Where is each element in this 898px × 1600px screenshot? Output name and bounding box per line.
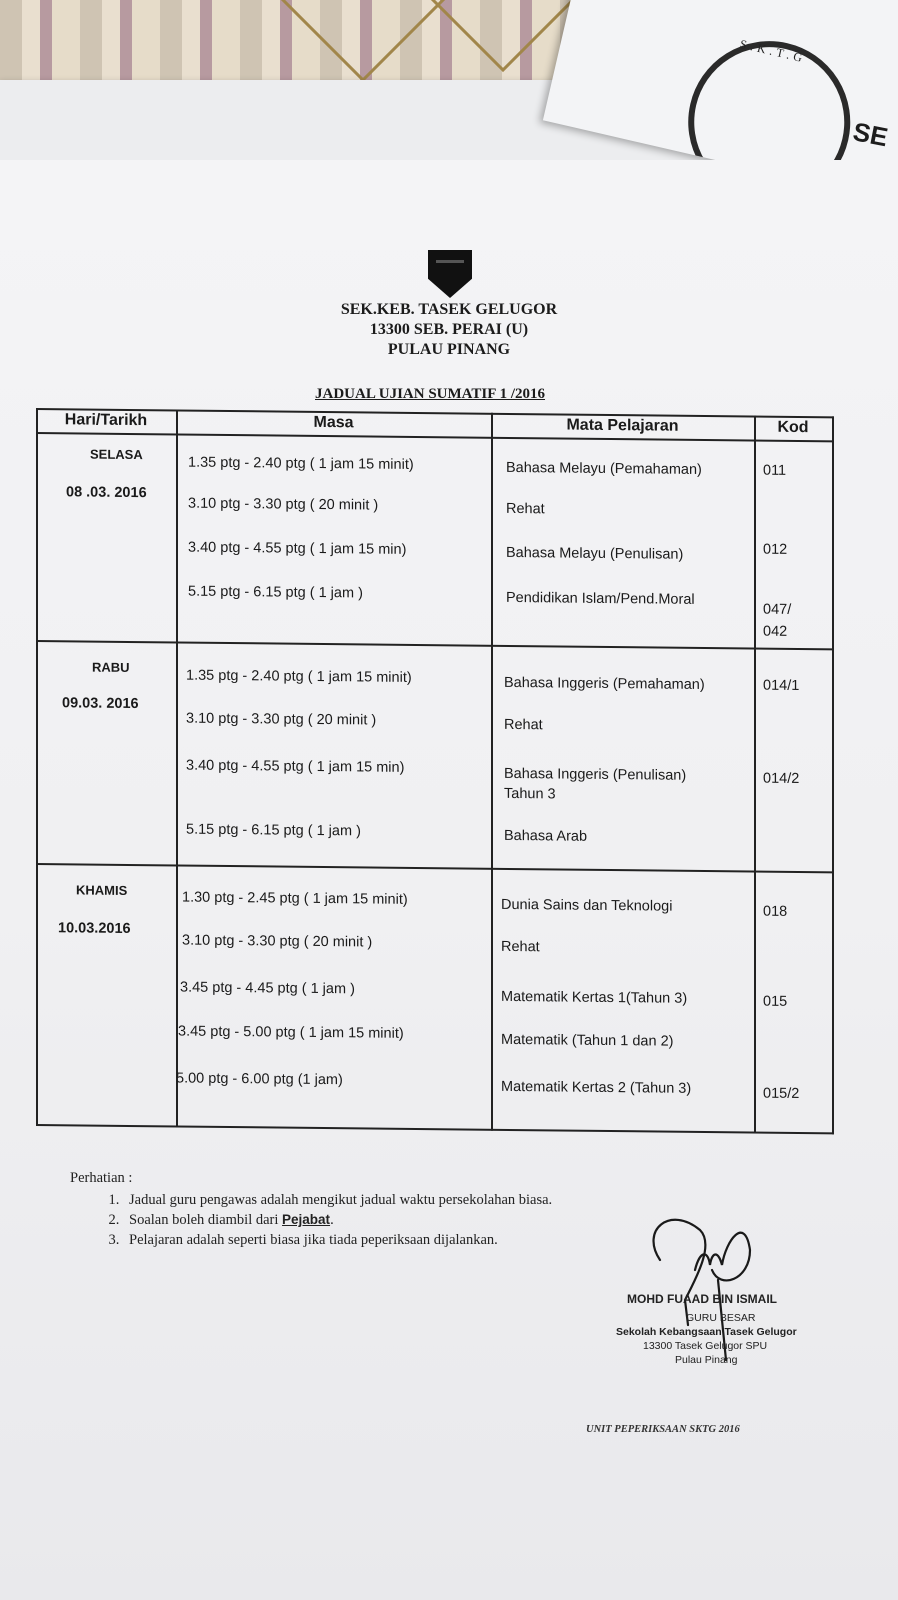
time-slot: 5.15 ptg - 6.15 ptg ( 1 jam ) — [188, 583, 363, 602]
principal-position: GURU BESAR — [686, 1312, 756, 1324]
corner-sheet-text: SE — [850, 116, 891, 153]
stamp-school: Sekolah Kebangsaan Tasek Gelugor — [616, 1326, 797, 1338]
fabric-pattern — [274, 0, 452, 82]
subject-code: 014/2 — [763, 770, 800, 787]
time-slot: 5.00 ptg - 6.00 ptg (1 jam) — [176, 1070, 343, 1089]
col-header-day: Hari/Tarikh — [64, 411, 148, 430]
note-item — [123, 1190, 552, 1210]
notes-list — [70, 1190, 552, 1250]
subject-code: 014/1 — [763, 677, 800, 694]
stamp-address: 13300 Tasek Gelugor SPU — [643, 1340, 768, 1352]
col-header-time: Masa — [313, 413, 354, 432]
subject: Pendidikan Islam/Pend.Moral — [506, 589, 695, 608]
subject-code: 012 — [763, 541, 788, 558]
subject: Rehat — [506, 500, 545, 518]
day-name: KHAMIS — [76, 882, 128, 898]
subject-code: 015 — [763, 993, 788, 1010]
school-state: PULAU PINANG — [387, 341, 511, 358]
day-date: 08 .03. 2016 — [66, 484, 147, 502]
note-item — [123, 1230, 552, 1250]
subject: Matematik (Tahun 1 dan 2) — [501, 1031, 674, 1050]
subject: Rehat — [501, 938, 540, 956]
subject-code: 047/ 042 — [763, 601, 792, 640]
school-name: SEK.KEB. TASEK GELUGOR — [340, 301, 558, 318]
subject: Matematik Kertas 1(Tahun 3) — [501, 988, 688, 1007]
stamp-state: Pulau Pinang — [675, 1354, 738, 1366]
notes-heading: Perhatian : — [70, 1170, 133, 1186]
note-text-suffix: . — [330, 1212, 334, 1228]
footer-unit: UNIT PEPERIKSAAN SKTG 2016 — [586, 1424, 740, 1435]
subject-code: 015/2 — [763, 1085, 800, 1102]
col-header-code: Kod — [777, 418, 809, 437]
subject: Rehat — [504, 716, 543, 734]
document-title: JADUAL UJIAN SUMATIF 1 /2016 — [315, 386, 546, 402]
subject-code: 018 — [763, 903, 788, 920]
day-date: 09.03. 2016 — [62, 695, 139, 713]
school-address: 13300 SEB. PERAI (U) — [369, 321, 529, 338]
time-slot: 5.15 ptg - 6.15 ptg ( 1 jam ) — [186, 821, 361, 840]
notes-section — [70, 1168, 552, 1250]
note-item — [123, 1210, 552, 1230]
time-slot: 3.10 ptg - 3.30 ptg ( 20 minit ) — [186, 710, 377, 729]
time-slot: 3.40 ptg - 4.55 ptg ( 1 jam 15 min) — [186, 757, 405, 776]
note-office-link: Pejabat — [282, 1212, 331, 1227]
seal-text: S.K.T.G — [738, 36, 808, 66]
subject: Bahasa Melayu (Pemahaman) — [506, 459, 702, 478]
subject: Dunia Sains dan Teknologi — [501, 896, 673, 915]
time-slot: 3.45 ptg - 4.45 ptg ( 1 jam ) — [180, 979, 355, 998]
time-slot: 3.45 ptg - 5.00 ptg ( 1 jam 15 minit) — [178, 1023, 404, 1042]
time-slot: 1.30 ptg - 2.45 ptg ( 1 jam 15 minit) — [182, 889, 408, 908]
subject: Bahasa Inggeris (Pemahaman) — [504, 674, 705, 694]
note-text: Pelajaran adalah seperti biasa jika tiada peperiksaan dijalankan. — [129, 1232, 498, 1248]
subject: Bahasa Arab — [504, 827, 588, 845]
day-name: SELASA — [90, 446, 143, 463]
note-text: Soalan boleh diambil dari — [129, 1212, 279, 1228]
exam-schedule-table — [36, 408, 834, 1158]
subject: Bahasa Melayu (Penulisan) — [506, 544, 684, 563]
col-header-subject: Mata Pelajaran — [566, 416, 679, 435]
time-slot: 3.10 ptg - 3.30 ptg ( 20 minit ) — [188, 495, 379, 514]
day-name: RABU — [92, 659, 130, 675]
time-slot: 3.40 ptg - 4.55 ptg ( 1 jam 15 min) — [188, 539, 407, 558]
principal-name: MOHD FUAAD BIN ISMAIL — [627, 1292, 777, 1306]
time-slot: 3.10 ptg - 3.30 ptg ( 20 minit ) — [182, 932, 373, 951]
subject-code: 011 — [763, 462, 787, 479]
day-date: 10.03.2016 — [58, 920, 131, 937]
time-slot: 1.35 ptg - 2.40 ptg ( 1 jam 15 minit) — [186, 667, 412, 686]
note-text: Jadual guru pengawas adalah mengikut jadual waktu persekolahan biasa. — [129, 1192, 553, 1208]
time-slot: 1.35 ptg - 2.40 ptg ( 1 jam 15 minit) — [188, 454, 414, 473]
subject: Bahasa Inggeris (Penulisan) Tahun 3 — [504, 765, 687, 803]
subject: Matematik Kertas 2 (Tahun 3) — [501, 1078, 692, 1097]
